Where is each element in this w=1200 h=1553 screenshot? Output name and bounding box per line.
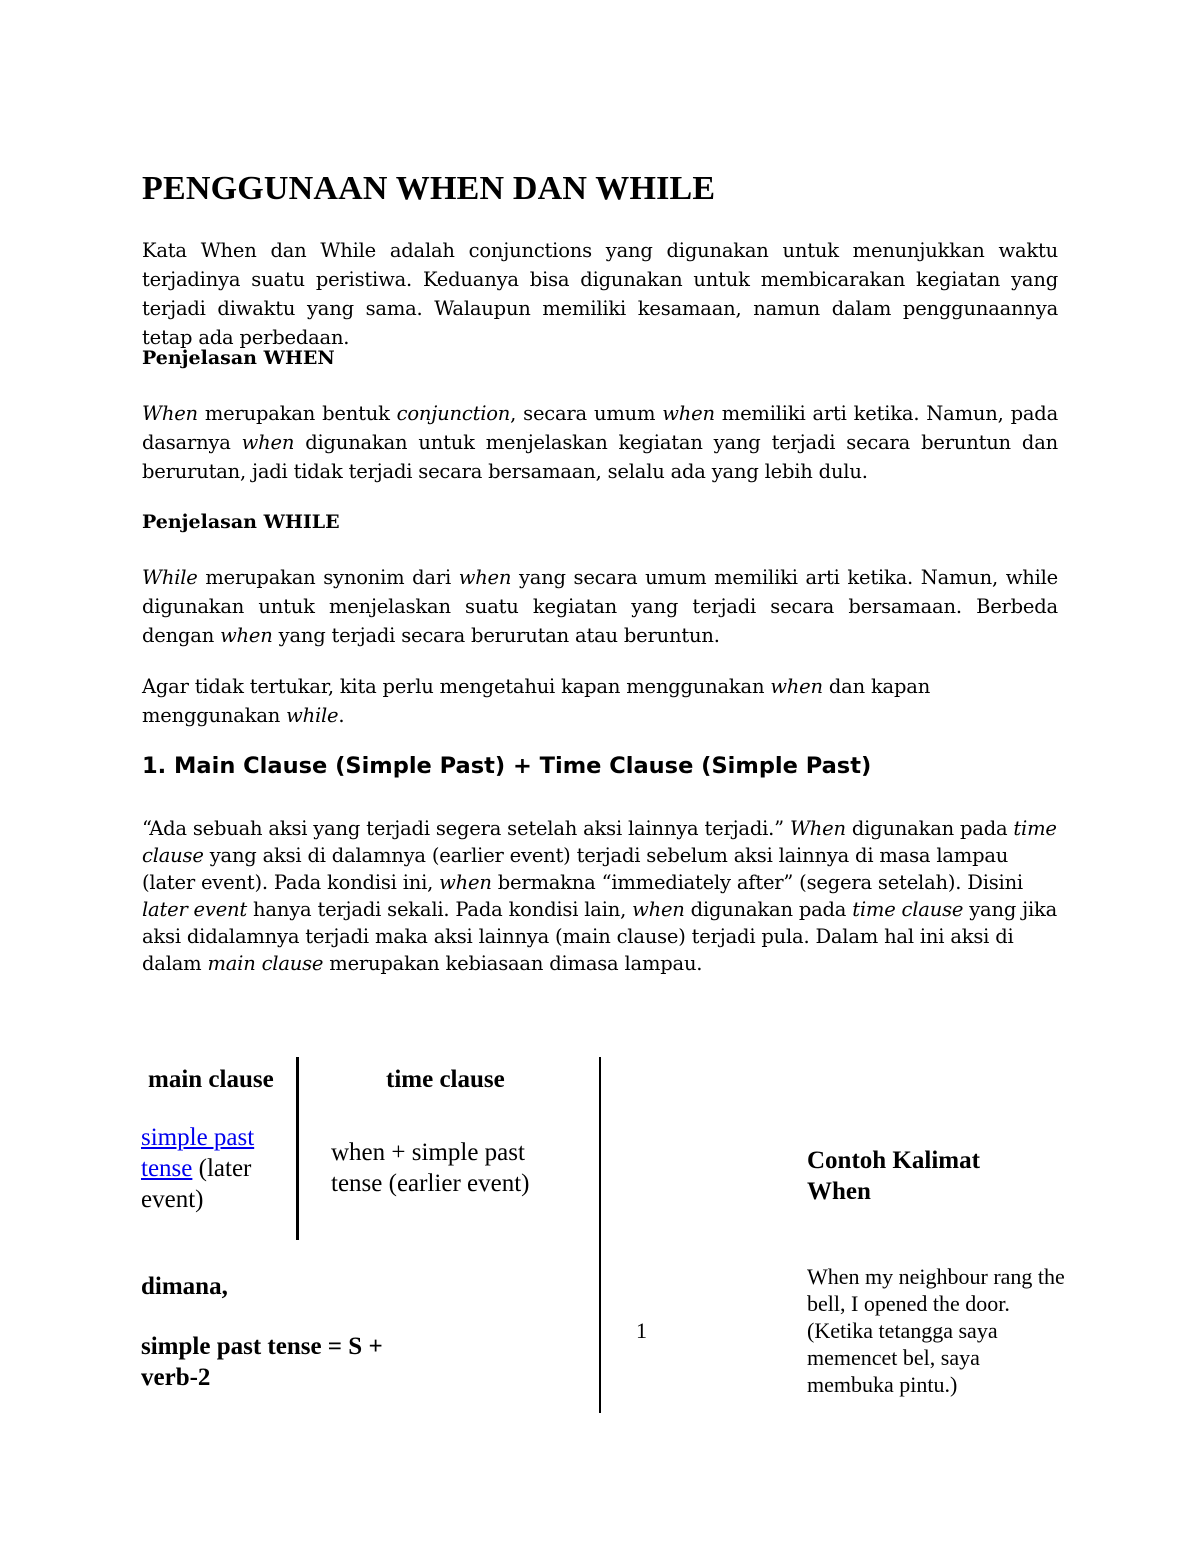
main-clause-value: simple past tense (later event) [141,1124,255,1213]
agar-paragraph: Agar tidak tertukar, kita perlu mengetahui kapan menggunakan when dan kapan menggunakan while. [142,675,931,727]
when-paragraph: When merupakan bentuk conjunction, secara umum when memiliki arti ketika. Namun, pada dasarnya when digunakan untuk menjelaskan kegiatan yang terjadi secara beruntun dan berurutan, jadi tidak terjadi secara bersamaan, selalu ada yang lebih dulu. [142,402,1059,483]
dimana-label: dimana, [141,1273,228,1300]
when-heading: Penjelasan WHEN [142,347,335,369]
intro-paragraph: Kata When dan While adalah conjunctions yang digunakan untuk menunjukkan waktu terjadinya suatu peristiwa. Keduanya bisa digunakan untuk membicarakan kegiatan yang terjadi diwaktu yang sama. Walaupun memiliki kesamaan, namun dalam penggunaannya tetap ada perbedaan. [142,239,1058,349]
while-paragraph: While merupakan synonim dari when yang secara umum memiliki arti ketika. Namun, while digunakan untuk menjelaskan suatu kegiatan yang terjadi secara bersamaan. Berbeda dengan when yang terjadi secara berurutan atau beruntun. [142,566,1058,647]
time-clause-header: time clause [386,1066,505,1093]
page-title: PENGGUNAAN WHEN DAN WHILE [142,170,716,207]
example-number: 1 [636,1318,647,1343]
table-divider-outer [599,1057,601,1413]
formula-text: simple past tense = S + verb-2 [141,1333,383,1391]
section-1-heading: 1. Main Clause (Simple Past) + Time Clause (Simple Past) [142,753,872,779]
table-divider-inner [296,1057,299,1240]
example-header: Contoh Kalimat When [807,1147,980,1205]
section-1-paragraph: “Ada sebuah aksi yang terjadi segera setelah aksi lainnya terjadi.” When digunakan pada time clause yang aksi di dalamnya (earlier event) terjadi sebelum aksi lainnya di masa lampau (later event). Pada kondisi ini, when bermakna “immediately after” (segera setelah). Disini later event hanya terjadi sekali. Pada kondisi lain, when digunakan pada time clause yang jika aksi didalamnya terjadi maka aksi lainnya (main clause) terjadi pula. Dalam hal ini aksi di dalam main clause merupakan kebiasaan dimasa lampau. [142,817,1058,975]
while-heading: Penjelasan WHILE [142,511,340,533]
example-sentence: When my neighbour rang the bell, I opened the door. (Ketika tetangga saya memencet bel, saya membuka pintu.) [807,1264,1065,1397]
simple-past-tense-link[interactable]: simple past tense [141,1124,255,1182]
time-clause-value: when + simple past tense (earlier event) [331,1139,530,1197]
main-clause-header: main clause [148,1066,274,1093]
